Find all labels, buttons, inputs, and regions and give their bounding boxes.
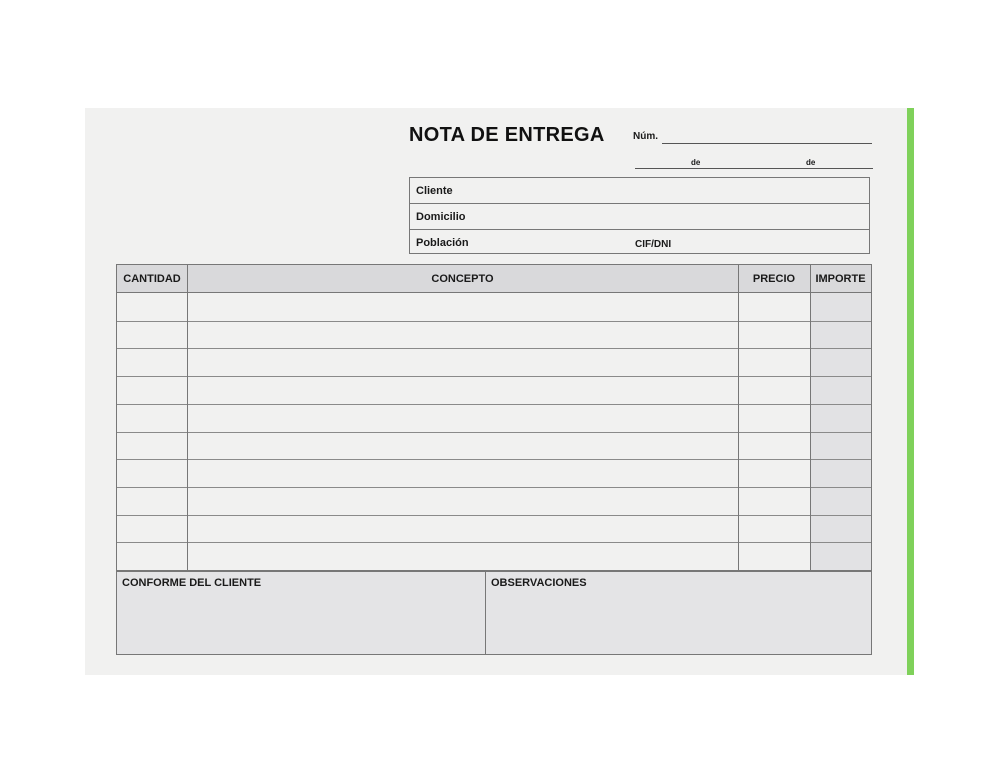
column-header-price: PRECIO: [752, 273, 796, 285]
column-header-amount: IMPORTE: [815, 273, 866, 285]
customer-approval-label: CONFORME DEL CLIENTE: [122, 577, 262, 589]
client-label: Cliente: [416, 185, 453, 197]
client-box: [409, 177, 870, 254]
table-row[interactable]: [117, 487, 871, 515]
town-row[interactable]: [410, 229, 869, 254]
binding-strip: [907, 108, 914, 675]
address-row[interactable]: [410, 203, 869, 228]
column-header-quantity: CANTIDAD: [123, 273, 181, 285]
client-row[interactable]: [410, 178, 869, 203]
address-label: Domicilio: [416, 211, 466, 223]
town-label: Población: [416, 237, 469, 249]
table-row[interactable]: [117, 515, 871, 543]
observations-box[interactable]: [485, 571, 872, 655]
document-title: NOTA DE ENTREGA: [409, 124, 605, 146]
observations-label: OBSERVACIONES: [491, 577, 587, 589]
date-separator-2: de: [806, 158, 816, 167]
column-divider: [810, 265, 811, 570]
table-row[interactable]: [117, 432, 871, 460]
items-table-header: [117, 265, 871, 293]
date-separator-1: de: [691, 158, 701, 167]
column-header-concept: CONCEPTO: [431, 273, 494, 285]
table-row[interactable]: [117, 321, 871, 349]
number-field[interactable]: [662, 143, 872, 144]
items-table: [116, 264, 872, 571]
table-row[interactable]: [117, 404, 871, 432]
customer-approval-box[interactable]: [116, 571, 486, 655]
table-row[interactable]: [117, 348, 871, 376]
table-row[interactable]: [117, 459, 871, 487]
table-row[interactable]: [117, 542, 871, 570]
date-field[interactable]: [635, 168, 873, 169]
column-divider: [187, 265, 188, 570]
number-label: Núm.: [633, 131, 658, 142]
column-divider: [738, 265, 739, 570]
table-row[interactable]: [117, 376, 871, 404]
table-row[interactable]: [117, 293, 871, 321]
tax-id-label: CIF/DNI: [635, 239, 672, 250]
